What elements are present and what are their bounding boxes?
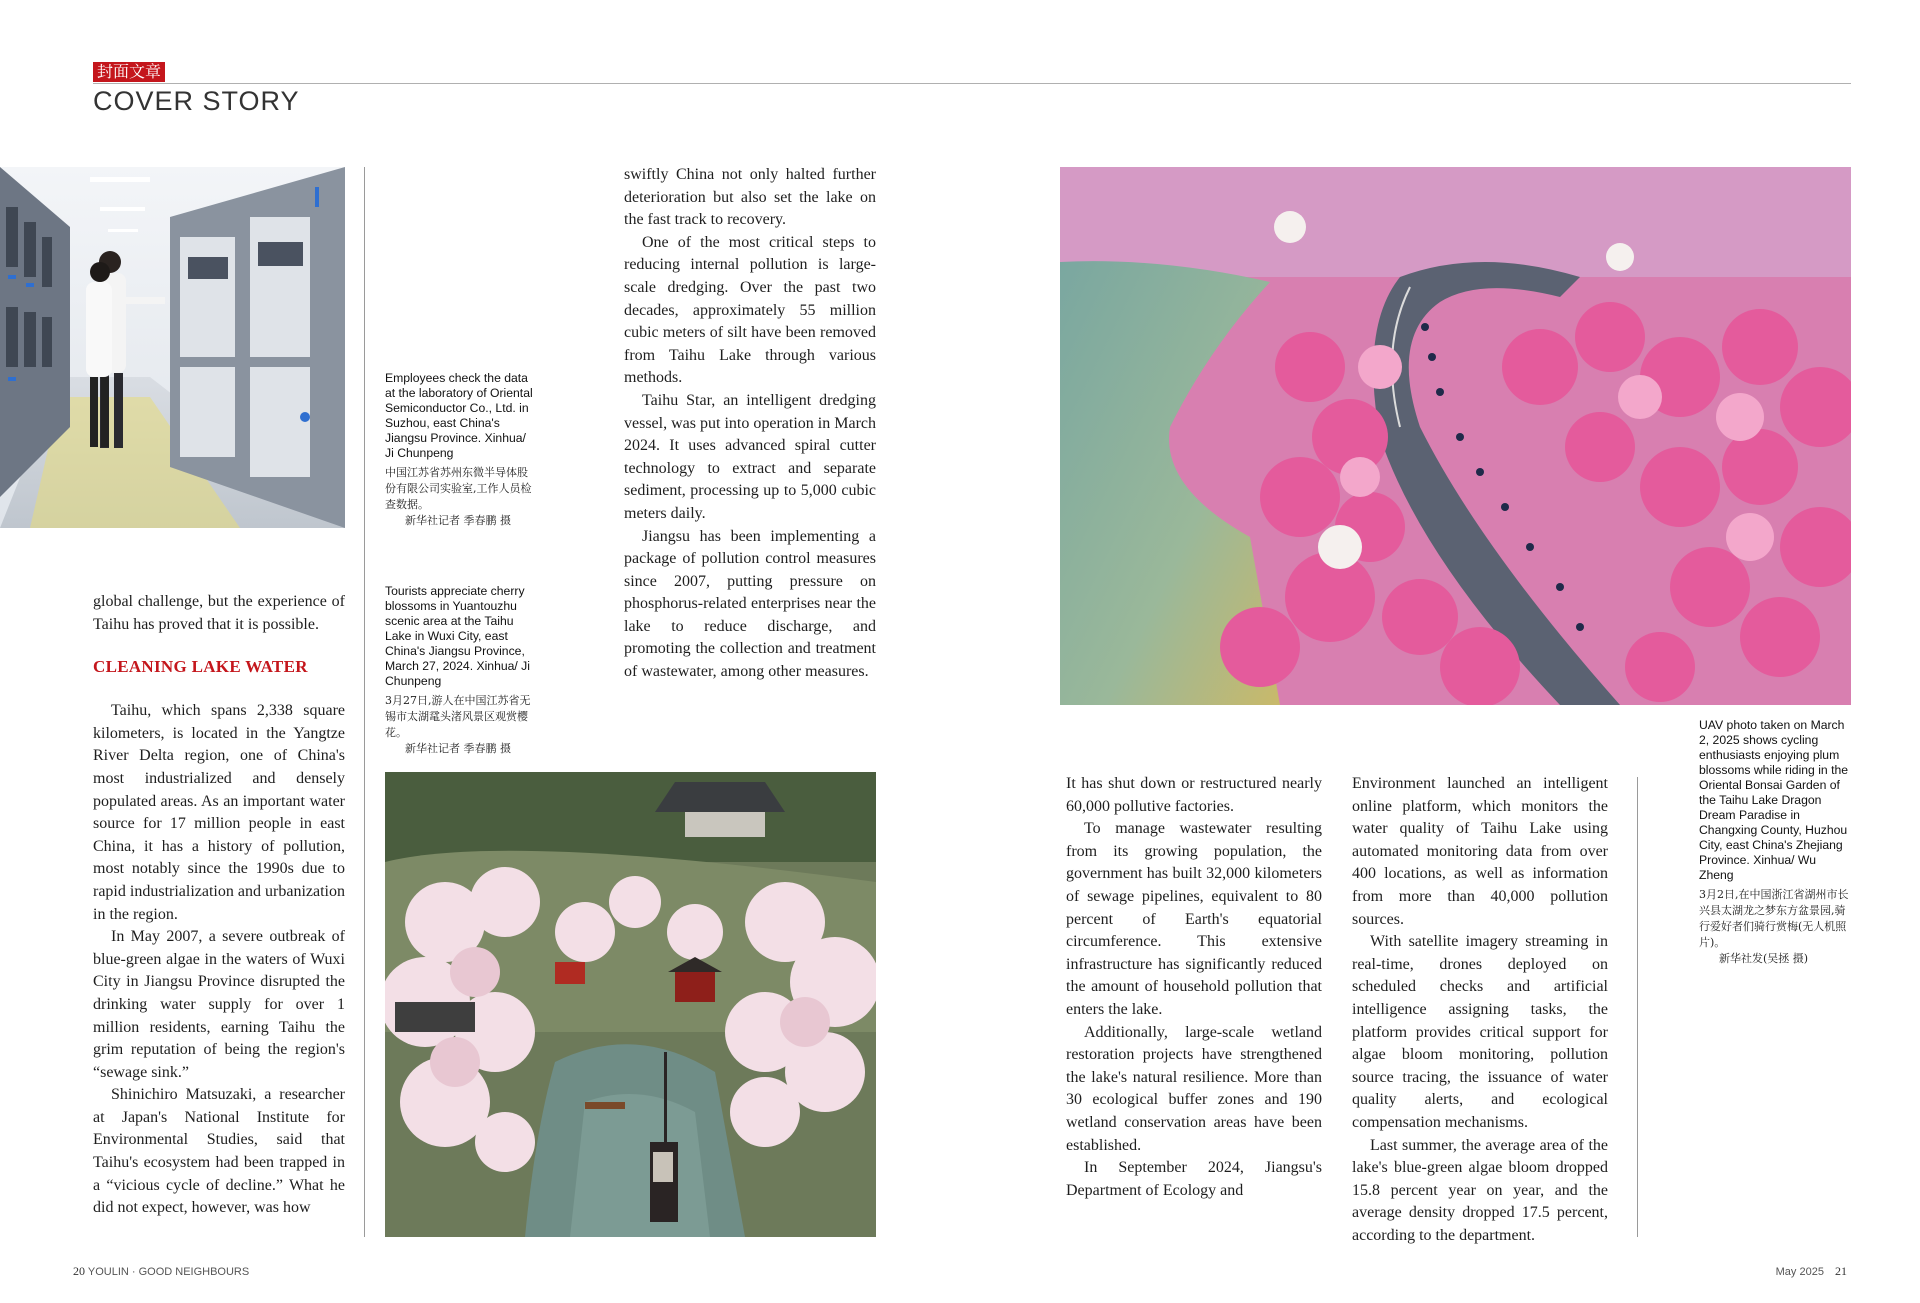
article-column-2	[624, 164, 876, 684]
plum-caption-zh-credit: 新华社发(吴拯 摄)	[1719, 952, 1809, 965]
paragraph: With satellite imagery streaming in real-time, drones deployed on scheduled checks and artificial intelligence assigning tasks, the platform provides critical support for algae bloom monitoring, pollution source tracing, the issuance of water quality alerts, and ecological compensation mechanisms.	[1352, 933, 1608, 1131]
paragraph: To manage wastewater resulting from its growing population, the government has built 32,000 kilometers of sewage pipelines, equivalent to 80 percent of Earth's equatorial circumference. This extensive infrastructure has significantly reduced the amount of household pollution that enters the lake.	[1066, 820, 1322, 1018]
paragraph: Additionally, large-scale wetland restoration projects have strengthened the lake's natural resilience. More than 30 ecological buffer zones and 190 wetland conservation areas have been established.	[1066, 1023, 1322, 1154]
cherry-caption-zh-credit: 新华社记者 季春鹏 摄	[405, 742, 511, 755]
section-tag: 封面文章	[93, 62, 165, 82]
paragraph: Jiangsu has been implementing a package of pollution control measures since 2007, putting pressure on phosphorus-related enterprises near the lake to reduce discharge, and promoting the collection and treatment of wastewater, among other measures.	[624, 527, 876, 681]
page-number-right: 21	[1835, 1264, 1847, 1278]
lab-caption-en: Employees check the data at the laboratory of Oriental Semiconductor Co., Ltd. in Suzhou, east China's Jiangsu Province. Xinhua/ Ji Chunpeng	[385, 371, 533, 460]
paragraph: In September 2024, Jiangsu's Department of Ecology and	[1066, 1159, 1322, 1199]
plum-caption-zh-text: 3月2日,在中国浙江省湖州市长兴县太湖龙之梦东方盆景园,骑行爱好者们骑行赏梅(无人机照片)。	[1699, 888, 1849, 949]
cherry-caption-en: Tourists appreciate cherry blossoms in Yuantouzhu scenic area at the Taihu Lake in Wuxi City, east China's Jiangsu Province, March 27, 2024. Xinhua/ Ji Chunpeng	[385, 584, 530, 688]
paragraph: In May 2007, a severe outbreak of blue-green algae in the waters of Wuxi City in Jiangsu Province disrupted the drinking water supply for over 1 million residents, earning Taihu the grim reputation of being the region's “sewage sink.”	[93, 928, 345, 1081]
section-title: COVER STORY	[93, 86, 300, 116]
plum-caption-zh	[1699, 887, 1851, 967]
cherry-caption-zh	[385, 693, 535, 757]
page-number-left: 20	[73, 1264, 85, 1278]
paragraph: Shinichiro Matsuzaki, a researcher at Japan's National Institute for Environmental Studies, said that Taihu's ecosystem had been trapped in a “vicious cycle of decline.” What he did not expect, however, was how	[93, 1086, 345, 1217]
paragraph: Environment launched an intelligent online platform, which monitors the water quality of Taihu Lake using automated monitoring data from over 400 locations, as well as information from more than 40,000 pollution sources.	[1352, 775, 1608, 928]
article-column-4	[1352, 773, 1608, 1247]
plum-caption	[1699, 718, 1851, 967]
cherry-caption	[385, 584, 535, 757]
header-rule	[93, 83, 1851, 84]
lab-caption-zh-text: 中国江苏省苏州东微半导体股份有限公司实验室,工作人员检查数据。	[385, 466, 532, 511]
paragraph: Taihu, which spans 2,338 square kilometers, is located in the Yangtze River Delta region, one of China's most industrialized and densely populated areas. As an important water source for 17 million people in east China, it has a history of pollution, most notably since the 1990s due to rapid industrialization and urbanization in the region.	[93, 702, 345, 923]
paragraph: global challenge, but the experience of Taihu has proved that it is possible.	[93, 593, 345, 633]
article-column-1	[93, 591, 345, 1220]
paragraph: Taihu Star, an intelligent dredging vessel, was put into operation in March 2024. It uses advanced spiral cutter technology to extract and separate sediment, processing up to 5,000 cubic meters daily.	[624, 391, 876, 522]
article-column-3	[1066, 773, 1322, 1202]
paragraph: One of the most critical steps to reducing internal pollution is large-scale dredging. Over the past two decades, approximately 55 million cubic meters of silt have been removed from Taihu Lake through various methods.	[624, 233, 876, 387]
plum-caption-en: UAV photo taken on March 2, 2025 shows cycling enthusiasts enjoying plum blossoms while riding in the Oriental Bonsai Garden of the Taihu Lake Dragon Dream Paradise in Changxing County, Huzhou City, east China's Zhejiang Province. Xinhua/ Wu Zheng	[1699, 718, 1849, 882]
column-divider-left	[364, 167, 365, 1237]
footer-right	[1776, 1264, 1847, 1279]
footer-left	[73, 1264, 249, 1279]
lab-caption-zh	[385, 465, 535, 529]
lab-photo	[0, 167, 345, 528]
subheading: CLEANING LAKE WATER	[93, 657, 308, 677]
cherry-blossom-photo	[385, 772, 876, 1237]
paragraph: It has shut down or restructured nearly 60,000 pollutive factories.	[1066, 775, 1322, 815]
paragraph: Last summer, the average area of the lake's blue-green algae bloom dropped 15.8 percent year on year, and the average density dropped 17.5 percent, according to the department.	[1352, 1136, 1608, 1244]
lab-caption-zh-credit: 新华社记者 季春鹏 摄	[405, 514, 511, 527]
paragraph: swiftly China not only halted further deterioration but also set the lake on the fast track to recovery.	[624, 166, 876, 229]
plum-blossom-photo	[1060, 167, 1851, 705]
lab-caption	[385, 371, 535, 529]
issue-date: May 2025	[1775, 1266, 1824, 1278]
cherry-caption-zh-text: 3月27日,游人在中国江苏省无锡市太湖鼋头渚风景区观赏樱花。	[385, 694, 531, 739]
magazine-title: YOULIN · GOOD NEIGHBOURS	[87, 1266, 250, 1278]
column-divider-right	[1637, 777, 1638, 1237]
